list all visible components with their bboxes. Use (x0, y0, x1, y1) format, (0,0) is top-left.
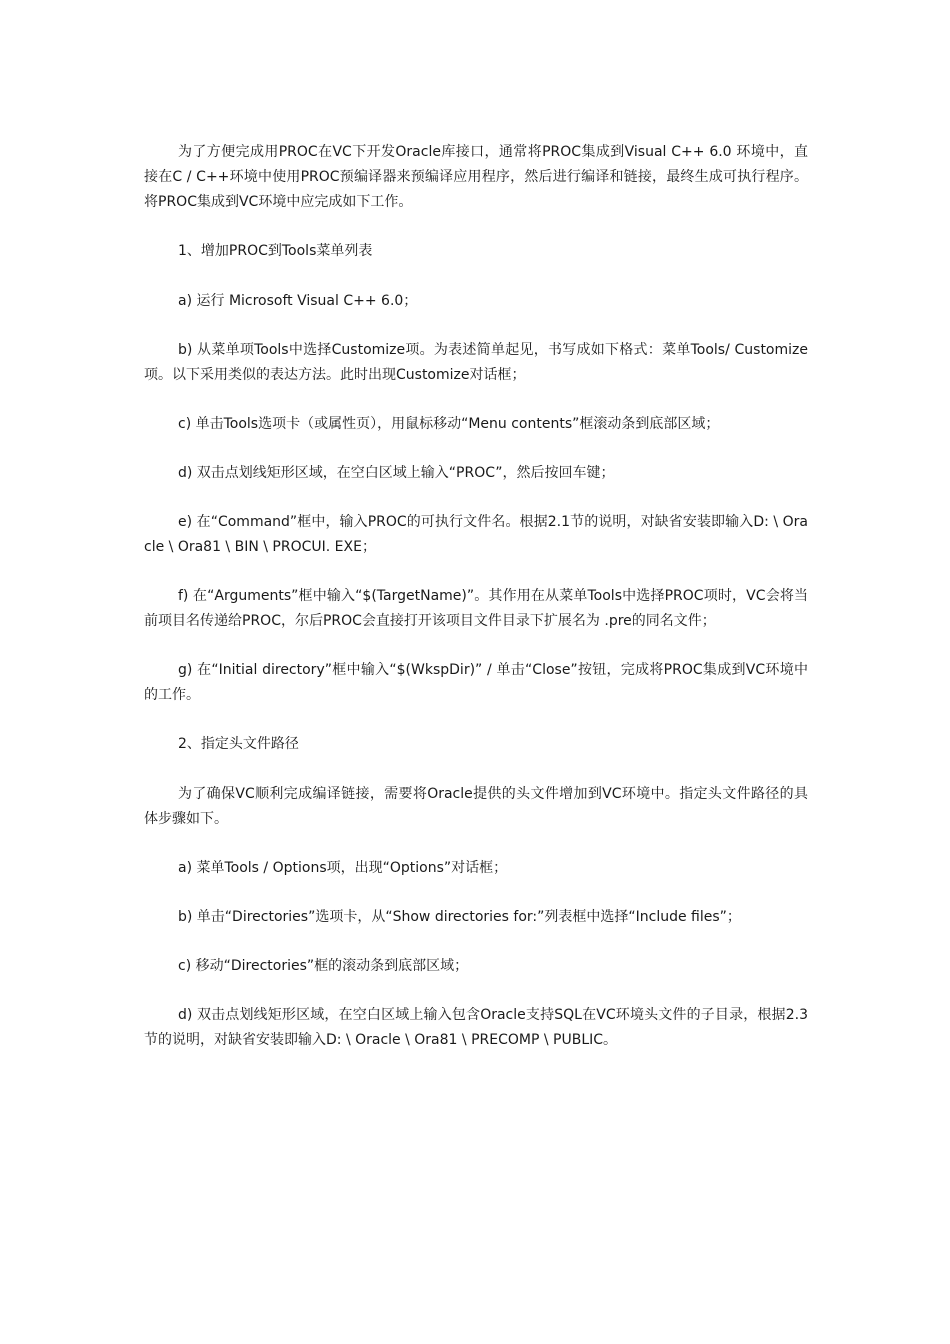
step-1c: c) 单击Tools选项卡（或属性页），用鼠标移动“Menu contents”框滚动条到底部区域； (178, 416, 720, 432)
section-heading-1: 1、增加PROC到Tools菜单列表 (178, 243, 373, 259)
step-2d: d) 双击点划线矩形区域，在空白区域上输入包含Oracle支持SQL在VC环境头文件的子目录，根据2.3节的说明，对缺省安装即输入D: \ Oracle \ Ora81 \ PRECOMP \ PUBLIC。 (144, 1007, 808, 1048)
step-2b: b) 单击“Directories”选项卡，从“Show directories for:”列表框中选择“Include files”； (178, 909, 741, 925)
step-1d: d) 双击点划线矩形区域，在空白区域上输入“PROC”，然后按回车键； (178, 465, 615, 481)
step-1e: e) 在“Command”框中，输入PROC的可执行文件名。根据2.1节的说明，对缺省安装即输入D: \ Oracle \ Ora81 \ BIN \ PROCUI. EXE； (144, 514, 808, 555)
step-1g: g) 在“Initial directory”框中输入“$(WkspDir)” / 单击“Close”按钮，完成将PROC集成到VC环境中的工作。 (144, 662, 808, 703)
section-2-intro: 为了确保VC顺利完成编译链接，需要将Oracle提供的头文件增加到VC环境中。指定头文件路径的具体步骤如下。 (144, 786, 808, 827)
section-heading-2: 2、指定头文件路径 (178, 736, 299, 752)
step-1a: a) 运行 Microsoft Visual C++ 6.0； (178, 293, 418, 309)
step-2c: c) 移动“Directories”框的滚动条到底部区域； (178, 958, 469, 974)
step-2a: a) 菜单Tools / Options项，出现“Options”对话框； (178, 860, 508, 876)
step-1b: b) 从菜单项Tools中选择Customize项。为表述简单起见，书写成如下格式：菜单Tools/ Customize 项。以下采用类似的表达方法。此时出现Customize对话框； (144, 342, 808, 383)
intro-paragraph: 为了方便完成用PROC在VC下开发Oracle库接口，通常将PROC集成到Visual C++ 6.0 环境中，直接在C / C++环境中使用PROC预编译器来预编译应用程序，然后进行编译和链接，最终生成可执行程序。将PROC集成到VC环境中应完成如下工作。 (144, 144, 808, 210)
step-1f: f) 在“Arguments”框中输入“$(TargetName)”。其作用在从菜单Tools中选择PROC项时，VC会将当前项目名传递给PROC，尔后PROC会直接打开该项目文件目录下扩展名为 .pre的同名文件； (144, 588, 808, 629)
document-body (144, 140, 808, 1077)
